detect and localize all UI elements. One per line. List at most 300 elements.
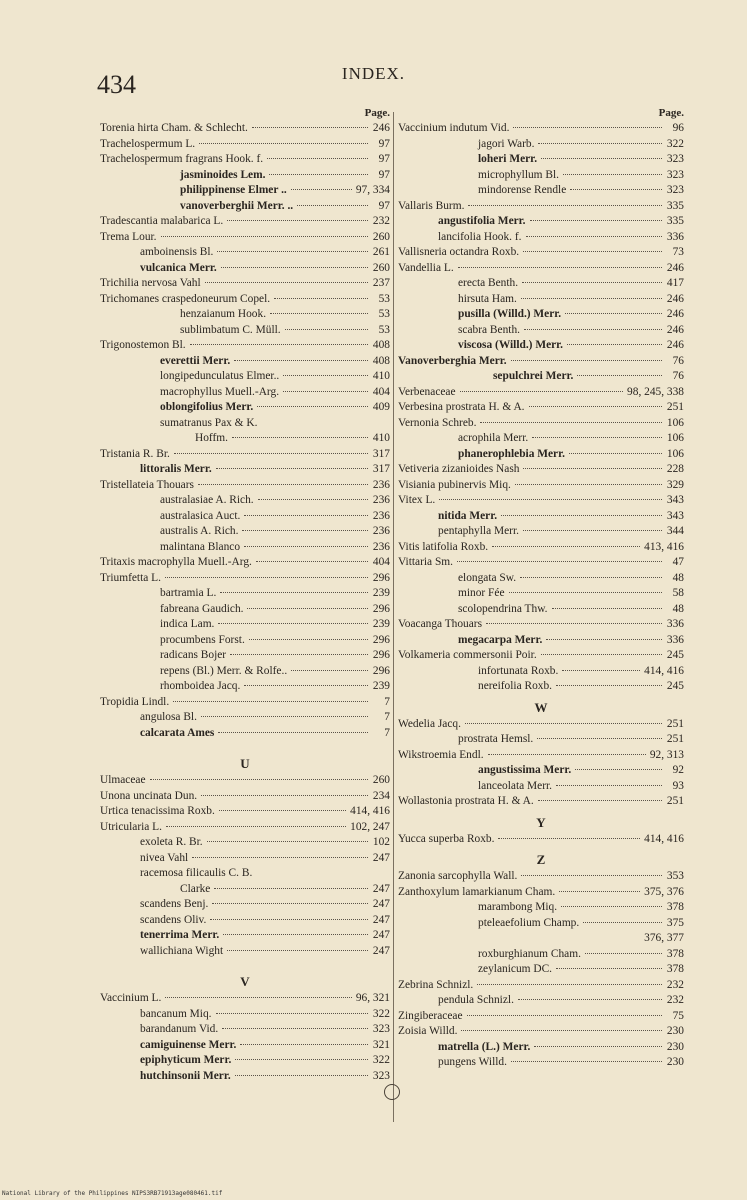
leader-dots bbox=[523, 468, 662, 469]
entry-page: 378 bbox=[666, 901, 684, 913]
entry-name: Vitex L. bbox=[398, 494, 436, 506]
index-entry bbox=[100, 991, 390, 1007]
entry-name: loheri Merr. bbox=[478, 153, 538, 165]
index-entry bbox=[398, 478, 684, 494]
entry-name: Wollastonia prostrata H. & A. bbox=[398, 795, 534, 807]
index-entry bbox=[100, 928, 390, 944]
index-entry bbox=[100, 323, 390, 339]
entry-page: 329 bbox=[666, 478, 684, 491]
index-entry bbox=[100, 230, 390, 246]
entry-page: 353 bbox=[666, 870, 684, 882]
entry-name: lanceolata Merr. bbox=[478, 779, 552, 792]
entry-name: Verbenaceae bbox=[398, 385, 456, 398]
index-entry bbox=[398, 586, 684, 602]
entry-name: radicans Bojer bbox=[160, 649, 227, 661]
index-entry bbox=[100, 679, 390, 695]
leader-dots bbox=[166, 826, 346, 827]
entry-page: 317 bbox=[372, 463, 390, 475]
entry-name: racemosa filicaulis C. B. bbox=[140, 867, 253, 879]
entry-name: scolopendrina Thw. bbox=[458, 602, 548, 615]
entry-name: australis A. Rich. bbox=[160, 525, 239, 537]
leader-dots bbox=[270, 313, 368, 314]
entry-page: 97, 334 bbox=[355, 184, 390, 196]
entry-name: phanerophlebia Merr. bbox=[458, 447, 565, 460]
leader-dots bbox=[219, 810, 346, 811]
entry-name: Zingiberaceae bbox=[398, 1009, 463, 1022]
entry-page: 260 bbox=[372, 774, 390, 786]
entry-page: 7 bbox=[384, 726, 390, 739]
entry-page: 230 bbox=[666, 1025, 684, 1037]
entry-page: 323 bbox=[372, 1069, 390, 1082]
leader-dots bbox=[460, 391, 624, 392]
entry-name: pusilla (Willd.) Merr. bbox=[458, 308, 562, 320]
leader-dots bbox=[257, 406, 368, 407]
index-entry bbox=[398, 183, 684, 199]
leader-dots bbox=[220, 592, 368, 593]
entry-name: camiguinense Merr. bbox=[140, 1038, 237, 1051]
index-entry bbox=[100, 447, 390, 463]
entry-page: 106 bbox=[666, 416, 684, 429]
index-entry bbox=[100, 199, 390, 215]
entry-name: Verbesina prostrata H. & A. bbox=[398, 401, 525, 413]
index-entry bbox=[398, 276, 684, 292]
entry-page: 260 bbox=[372, 261, 390, 274]
entry-page: 246 bbox=[666, 323, 684, 336]
leader-dots bbox=[556, 785, 662, 786]
entry-name: Trigonostemon Bl. bbox=[100, 339, 186, 351]
index-entry bbox=[100, 835, 390, 851]
entry-page: 247 bbox=[372, 851, 390, 864]
entry-name: Yucca superba Roxb. bbox=[398, 832, 495, 845]
leader-dots bbox=[538, 800, 662, 801]
entry-page: 335 bbox=[666, 215, 684, 227]
entry-name: scandens Benj. bbox=[140, 898, 209, 910]
entry-page: 378 bbox=[666, 947, 684, 960]
entry-page: 410 bbox=[372, 370, 390, 382]
entry-page: 92, 313 bbox=[649, 748, 684, 761]
entry-page: 296 bbox=[372, 664, 390, 677]
entry-page: 76 bbox=[672, 370, 684, 382]
index-entry bbox=[100, 695, 390, 711]
entry-page: 375, 376 bbox=[644, 885, 684, 898]
entry-page: 48 bbox=[672, 571, 684, 584]
leader-dots bbox=[210, 919, 368, 920]
page-number: 434 bbox=[97, 70, 136, 99]
index-entry bbox=[100, 1038, 390, 1054]
leader-dots bbox=[227, 220, 368, 221]
entry-page: 247 bbox=[372, 944, 390, 957]
leader-dots bbox=[526, 236, 662, 237]
entry-name: tenerrima Merr. bbox=[140, 929, 220, 941]
leader-dots bbox=[461, 1030, 662, 1031]
index-entry bbox=[398, 214, 684, 230]
leader-dots bbox=[297, 205, 368, 206]
index-entry bbox=[398, 385, 684, 401]
entry-name: pungens Willd. bbox=[438, 1056, 507, 1068]
entry-page: 251 bbox=[666, 795, 684, 807]
index-entry bbox=[100, 354, 390, 370]
index-entry bbox=[100, 1022, 390, 1038]
entry-name: Vallisneria octandra Roxb. bbox=[398, 246, 520, 258]
index-entry bbox=[100, 478, 390, 494]
index-entry bbox=[398, 1040, 684, 1056]
leader-dots bbox=[537, 738, 662, 739]
entry-name: erecta Benth. bbox=[458, 277, 519, 289]
entry-page: 247 bbox=[372, 898, 390, 910]
entry-page: 323 bbox=[666, 168, 684, 181]
leader-dots bbox=[247, 608, 368, 609]
page-bullet-mark bbox=[384, 1084, 400, 1100]
entry-name: Trachelospermum fragrans Hook. f. bbox=[100, 153, 264, 165]
leader-dots bbox=[563, 174, 662, 175]
index-entry bbox=[100, 804, 390, 820]
entry-page: 102, 247 bbox=[350, 820, 390, 833]
index-entry bbox=[100, 633, 390, 649]
entry-page: 404 bbox=[372, 556, 390, 568]
index-entry bbox=[398, 869, 684, 885]
entry-page: 335 bbox=[666, 199, 684, 212]
leader-dots bbox=[222, 1028, 368, 1029]
entry-name: minor Fée bbox=[458, 587, 505, 599]
index-entry bbox=[398, 1055, 684, 1071]
entry-name: megacarpa Merr. bbox=[458, 633, 543, 646]
leader-dots bbox=[552, 608, 662, 609]
entry-page: 96 bbox=[672, 122, 684, 134]
leader-dots bbox=[173, 701, 368, 702]
index-entry bbox=[100, 509, 390, 525]
leader-dots bbox=[258, 499, 368, 500]
index-entry bbox=[100, 726, 390, 742]
entry-name: Visiania pubinervis Miq. bbox=[398, 478, 511, 491]
leader-dots bbox=[561, 906, 662, 907]
right-entries bbox=[398, 121, 684, 1071]
entry-name: infortunata Roxb. bbox=[478, 664, 559, 677]
entry-page: 336 bbox=[666, 633, 684, 646]
leader-dots bbox=[523, 530, 662, 531]
section-letter: Y bbox=[536, 814, 546, 830]
entry-page: 323 bbox=[372, 1023, 390, 1035]
leader-dots bbox=[524, 329, 662, 330]
entry-page: 245 bbox=[666, 680, 684, 692]
entry-name: Vaccinium L. bbox=[100, 992, 162, 1004]
index-entry bbox=[398, 885, 684, 901]
entry-page: 246 bbox=[666, 308, 684, 320]
index-entry bbox=[398, 307, 684, 323]
entry-name: pendula Schnizl. bbox=[438, 994, 514, 1006]
entry-name: Vaccinium indutum Vid. bbox=[398, 122, 510, 134]
index-entry bbox=[398, 993, 684, 1009]
entry-name: Clarke bbox=[180, 882, 211, 895]
entry-page: 413, 416 bbox=[644, 540, 684, 553]
entry-page: 375 bbox=[666, 916, 684, 929]
leader-dots bbox=[439, 499, 662, 500]
leader-dots bbox=[218, 623, 368, 624]
entry-name: Zebrina Schnizl. bbox=[398, 978, 474, 991]
entry-page: 7 bbox=[384, 711, 390, 723]
entry-name: Voacanga Thouars bbox=[398, 618, 483, 630]
entry-page: 296 bbox=[372, 649, 390, 661]
entry-name: marambong Miq. bbox=[478, 901, 558, 913]
entry-page: 236 bbox=[372, 509, 390, 522]
entry-name: Vittaria Sm. bbox=[398, 556, 453, 568]
entry-page: 414, 416 bbox=[350, 805, 390, 817]
leader-dots bbox=[530, 220, 662, 221]
index-entry bbox=[100, 571, 390, 587]
index-entry bbox=[100, 385, 390, 401]
entry-page: 246 bbox=[372, 122, 390, 134]
leader-dots bbox=[511, 360, 662, 361]
index-entry bbox=[100, 369, 390, 385]
entry-name: Volkameria commersonii Poir. bbox=[398, 649, 537, 661]
entry-page: 230 bbox=[666, 1040, 684, 1053]
entry-page: 102 bbox=[372, 836, 390, 848]
entry-name: nereifolia Roxb. bbox=[478, 680, 553, 692]
entry-page: 53 bbox=[378, 292, 390, 305]
index-entry bbox=[100, 183, 390, 199]
entry-page: 53 bbox=[378, 308, 390, 320]
entry-page: 246 bbox=[666, 261, 684, 274]
entry-page: 106 bbox=[666, 447, 684, 460]
index-entry bbox=[100, 276, 390, 292]
leader-dots bbox=[570, 189, 662, 190]
index-entry bbox=[100, 152, 390, 168]
index-entry bbox=[100, 586, 390, 602]
leader-dots bbox=[201, 795, 368, 796]
entry-page: 336 bbox=[666, 230, 684, 243]
scan-footer: National Library of the Philippines NIPS3RB71913age080461.tif bbox=[2, 1190, 223, 1197]
index-entry bbox=[100, 462, 390, 478]
entry-name: Unona uncinata Dun. bbox=[100, 789, 198, 802]
entry-name: bancanum Miq. bbox=[140, 1007, 212, 1020]
leader-dots bbox=[232, 437, 368, 438]
entry-name: epiphyticum Merr. bbox=[140, 1054, 232, 1066]
index-entry bbox=[398, 571, 684, 587]
index-entry bbox=[398, 617, 684, 633]
entry-name: longipedunculatus Elmer.. bbox=[160, 370, 280, 382]
entry-name: Tradescantia malabarica L. bbox=[100, 215, 224, 227]
leader-dots bbox=[214, 888, 368, 889]
entry-name: Zanonia sarcophylla Wall. bbox=[398, 870, 518, 882]
entry-page: 236 bbox=[372, 494, 390, 506]
entry-name: viscosa (Willd.) Merr. bbox=[458, 339, 564, 351]
index-entry bbox=[100, 897, 390, 913]
index-entry bbox=[398, 168, 684, 184]
leader-dots bbox=[174, 453, 368, 454]
entry-name: amboinensis Bl. bbox=[140, 246, 214, 258]
entry-page: 93 bbox=[672, 779, 684, 792]
index-entry bbox=[398, 763, 684, 779]
index-entry bbox=[100, 1069, 390, 1085]
entry-page: 48 bbox=[672, 602, 684, 615]
leader-dots bbox=[249, 639, 368, 640]
entry-name: pentaphylla Merr. bbox=[438, 525, 519, 537]
leader-dots bbox=[252, 127, 368, 128]
leader-dots bbox=[285, 329, 368, 330]
leader-dots bbox=[230, 654, 368, 655]
entry-name: sepulchrei Merr. bbox=[493, 370, 574, 382]
entry-name: macrophyllus Muell.-Arg. bbox=[160, 385, 280, 398]
entry-name: vulcanica Merr. bbox=[140, 261, 217, 274]
leader-dots bbox=[585, 953, 662, 954]
leader-dots bbox=[513, 127, 662, 128]
index-entry bbox=[100, 416, 390, 432]
index-entry bbox=[100, 555, 390, 571]
entry-page: 47 bbox=[672, 556, 684, 568]
entry-name: Trichilia nervosa Vahl bbox=[100, 277, 201, 289]
leader-dots bbox=[520, 577, 662, 578]
index-entry bbox=[398, 947, 684, 963]
leader-dots bbox=[458, 267, 662, 268]
entry-name: exoleta R. Br. bbox=[140, 836, 203, 848]
page-column-header: Page. bbox=[364, 107, 390, 119]
leader-dots bbox=[244, 515, 368, 516]
leader-dots bbox=[477, 984, 662, 985]
index-entry bbox=[100, 602, 390, 618]
index-entry bbox=[100, 121, 390, 137]
leader-dots bbox=[488, 754, 646, 755]
entry-name: Vallaris Burm. bbox=[398, 199, 465, 212]
entry-name: Vitis latifolia Roxb. bbox=[398, 540, 489, 553]
entry-page: 296 bbox=[372, 633, 390, 646]
index-entry bbox=[100, 137, 390, 153]
index-entry bbox=[398, 732, 684, 748]
index-entry bbox=[398, 832, 684, 848]
entry-name: Vetiveria zizanioides Nash bbox=[398, 463, 520, 475]
entry-name: Tristellateia Thouars bbox=[100, 478, 194, 491]
index-entry bbox=[398, 524, 684, 540]
index-entry bbox=[398, 338, 684, 354]
index-entry bbox=[398, 664, 684, 680]
leader-dots bbox=[541, 158, 662, 159]
section-letter: U bbox=[240, 756, 250, 771]
leader-dots bbox=[150, 779, 368, 780]
entry-name: acrophila Merr. bbox=[458, 432, 529, 444]
entry-page: 98, 245, 338 bbox=[627, 385, 684, 398]
index-entry bbox=[100, 617, 390, 633]
index-entry bbox=[398, 900, 684, 916]
leader-dots bbox=[521, 298, 662, 299]
index-entry bbox=[100, 292, 390, 308]
entry-page: 261 bbox=[372, 246, 390, 258]
leader-dots bbox=[559, 891, 640, 892]
entry-page: 343 bbox=[666, 509, 684, 522]
entry-name: scabra Benth. bbox=[458, 323, 520, 336]
index-entry bbox=[398, 717, 684, 733]
entry-page: 323 bbox=[666, 184, 684, 196]
leader-dots bbox=[529, 406, 662, 407]
index-entry bbox=[398, 447, 684, 463]
index-entry bbox=[398, 400, 684, 416]
entry-name: Hoffm. bbox=[195, 432, 229, 444]
entry-page: 96, 321 bbox=[355, 992, 390, 1004]
leader-dots bbox=[201, 716, 368, 717]
entry-name: jagori Warb. bbox=[478, 137, 535, 150]
entry-name: australasica Auct. bbox=[160, 509, 241, 522]
leader-dots bbox=[198, 484, 368, 485]
entry-page: 236 bbox=[372, 478, 390, 491]
entry-page: 251 bbox=[666, 401, 684, 413]
entry-name: everettii Merr. bbox=[160, 354, 231, 367]
index-entry bbox=[398, 369, 684, 385]
entry-page: 417 bbox=[666, 277, 684, 289]
entry-page: 236 bbox=[372, 540, 390, 553]
entry-page: 58 bbox=[672, 587, 684, 599]
index-entry bbox=[100, 400, 390, 416]
index-entry bbox=[100, 168, 390, 184]
entry-page: 251 bbox=[666, 733, 684, 745]
leader-dots bbox=[240, 1044, 368, 1045]
entry-name: nitida Merr. bbox=[438, 509, 498, 522]
leader-dots bbox=[227, 950, 368, 951]
leader-dots bbox=[518, 999, 662, 1000]
page-column-header: Page. bbox=[658, 107, 684, 119]
entry-name: Wedelia Jacq. bbox=[398, 717, 461, 730]
entry-name: Vanoverberghia Merr. bbox=[398, 354, 507, 367]
leader-dots bbox=[486, 623, 662, 624]
index-column-right bbox=[398, 106, 684, 1071]
entry-name: scandens Oliv. bbox=[140, 913, 207, 926]
entry-name: barandanum Vid. bbox=[140, 1023, 219, 1035]
entry-page: 247 bbox=[372, 929, 390, 941]
index-entry bbox=[398, 230, 684, 246]
index-column-left bbox=[100, 106, 390, 1084]
leader-dots bbox=[242, 530, 368, 531]
index-entry bbox=[100, 245, 390, 261]
leader-dots bbox=[522, 282, 662, 283]
entry-name: Utricularia L. bbox=[100, 820, 162, 833]
entry-name: nivea Vahl bbox=[140, 851, 189, 864]
leader-dots bbox=[199, 143, 368, 144]
entry-name: Ulmaceae bbox=[100, 774, 146, 786]
entry-page: 296 bbox=[372, 571, 390, 584]
index-entry bbox=[398, 1024, 684, 1040]
leader-dots bbox=[223, 934, 368, 935]
index-entry bbox=[100, 866, 390, 882]
index-entry bbox=[100, 820, 390, 836]
index-entry bbox=[398, 431, 684, 447]
leader-dots bbox=[165, 997, 351, 998]
entry-page: 97 bbox=[378, 137, 390, 150]
entry-name: Zanthoxylum lamarkianum Cham. bbox=[398, 885, 556, 898]
leader-dots bbox=[256, 561, 368, 562]
entry-page: 239 bbox=[372, 680, 390, 692]
leader-dots bbox=[269, 174, 368, 175]
entry-page: 404 bbox=[372, 385, 390, 398]
index-entry bbox=[100, 789, 390, 805]
index-entry bbox=[100, 214, 390, 230]
entry-name: Wikstroemia Endl. bbox=[398, 748, 484, 761]
entry-name: Trichomanes craspedoneurum Copel. bbox=[100, 292, 271, 305]
entry-name: wallichiana Wight bbox=[140, 944, 224, 957]
leader-dots bbox=[205, 282, 368, 283]
index-entry bbox=[398, 323, 684, 339]
entry-name: henzaianum Hook. bbox=[180, 308, 267, 320]
index-entry bbox=[100, 1007, 390, 1023]
index-entry bbox=[100, 944, 390, 960]
entry-name: repens (Bl.) Merr. & Rolfe.. bbox=[160, 664, 288, 677]
entry-page: 336 bbox=[666, 618, 684, 630]
leader-dots bbox=[534, 1046, 662, 1047]
entry-name: hutchinsonii Merr. bbox=[140, 1069, 231, 1082]
leader-dots bbox=[465, 723, 662, 724]
section-letter: V bbox=[240, 974, 250, 989]
entry-page: 245 bbox=[666, 649, 684, 661]
entry-name: australasiae A. Rich. bbox=[160, 494, 254, 506]
entry-name: Tritaxis macrophylla Muell.-Arg. bbox=[100, 556, 252, 568]
leader-dots bbox=[523, 251, 662, 252]
leader-dots bbox=[575, 769, 662, 770]
leader-dots bbox=[569, 453, 662, 454]
